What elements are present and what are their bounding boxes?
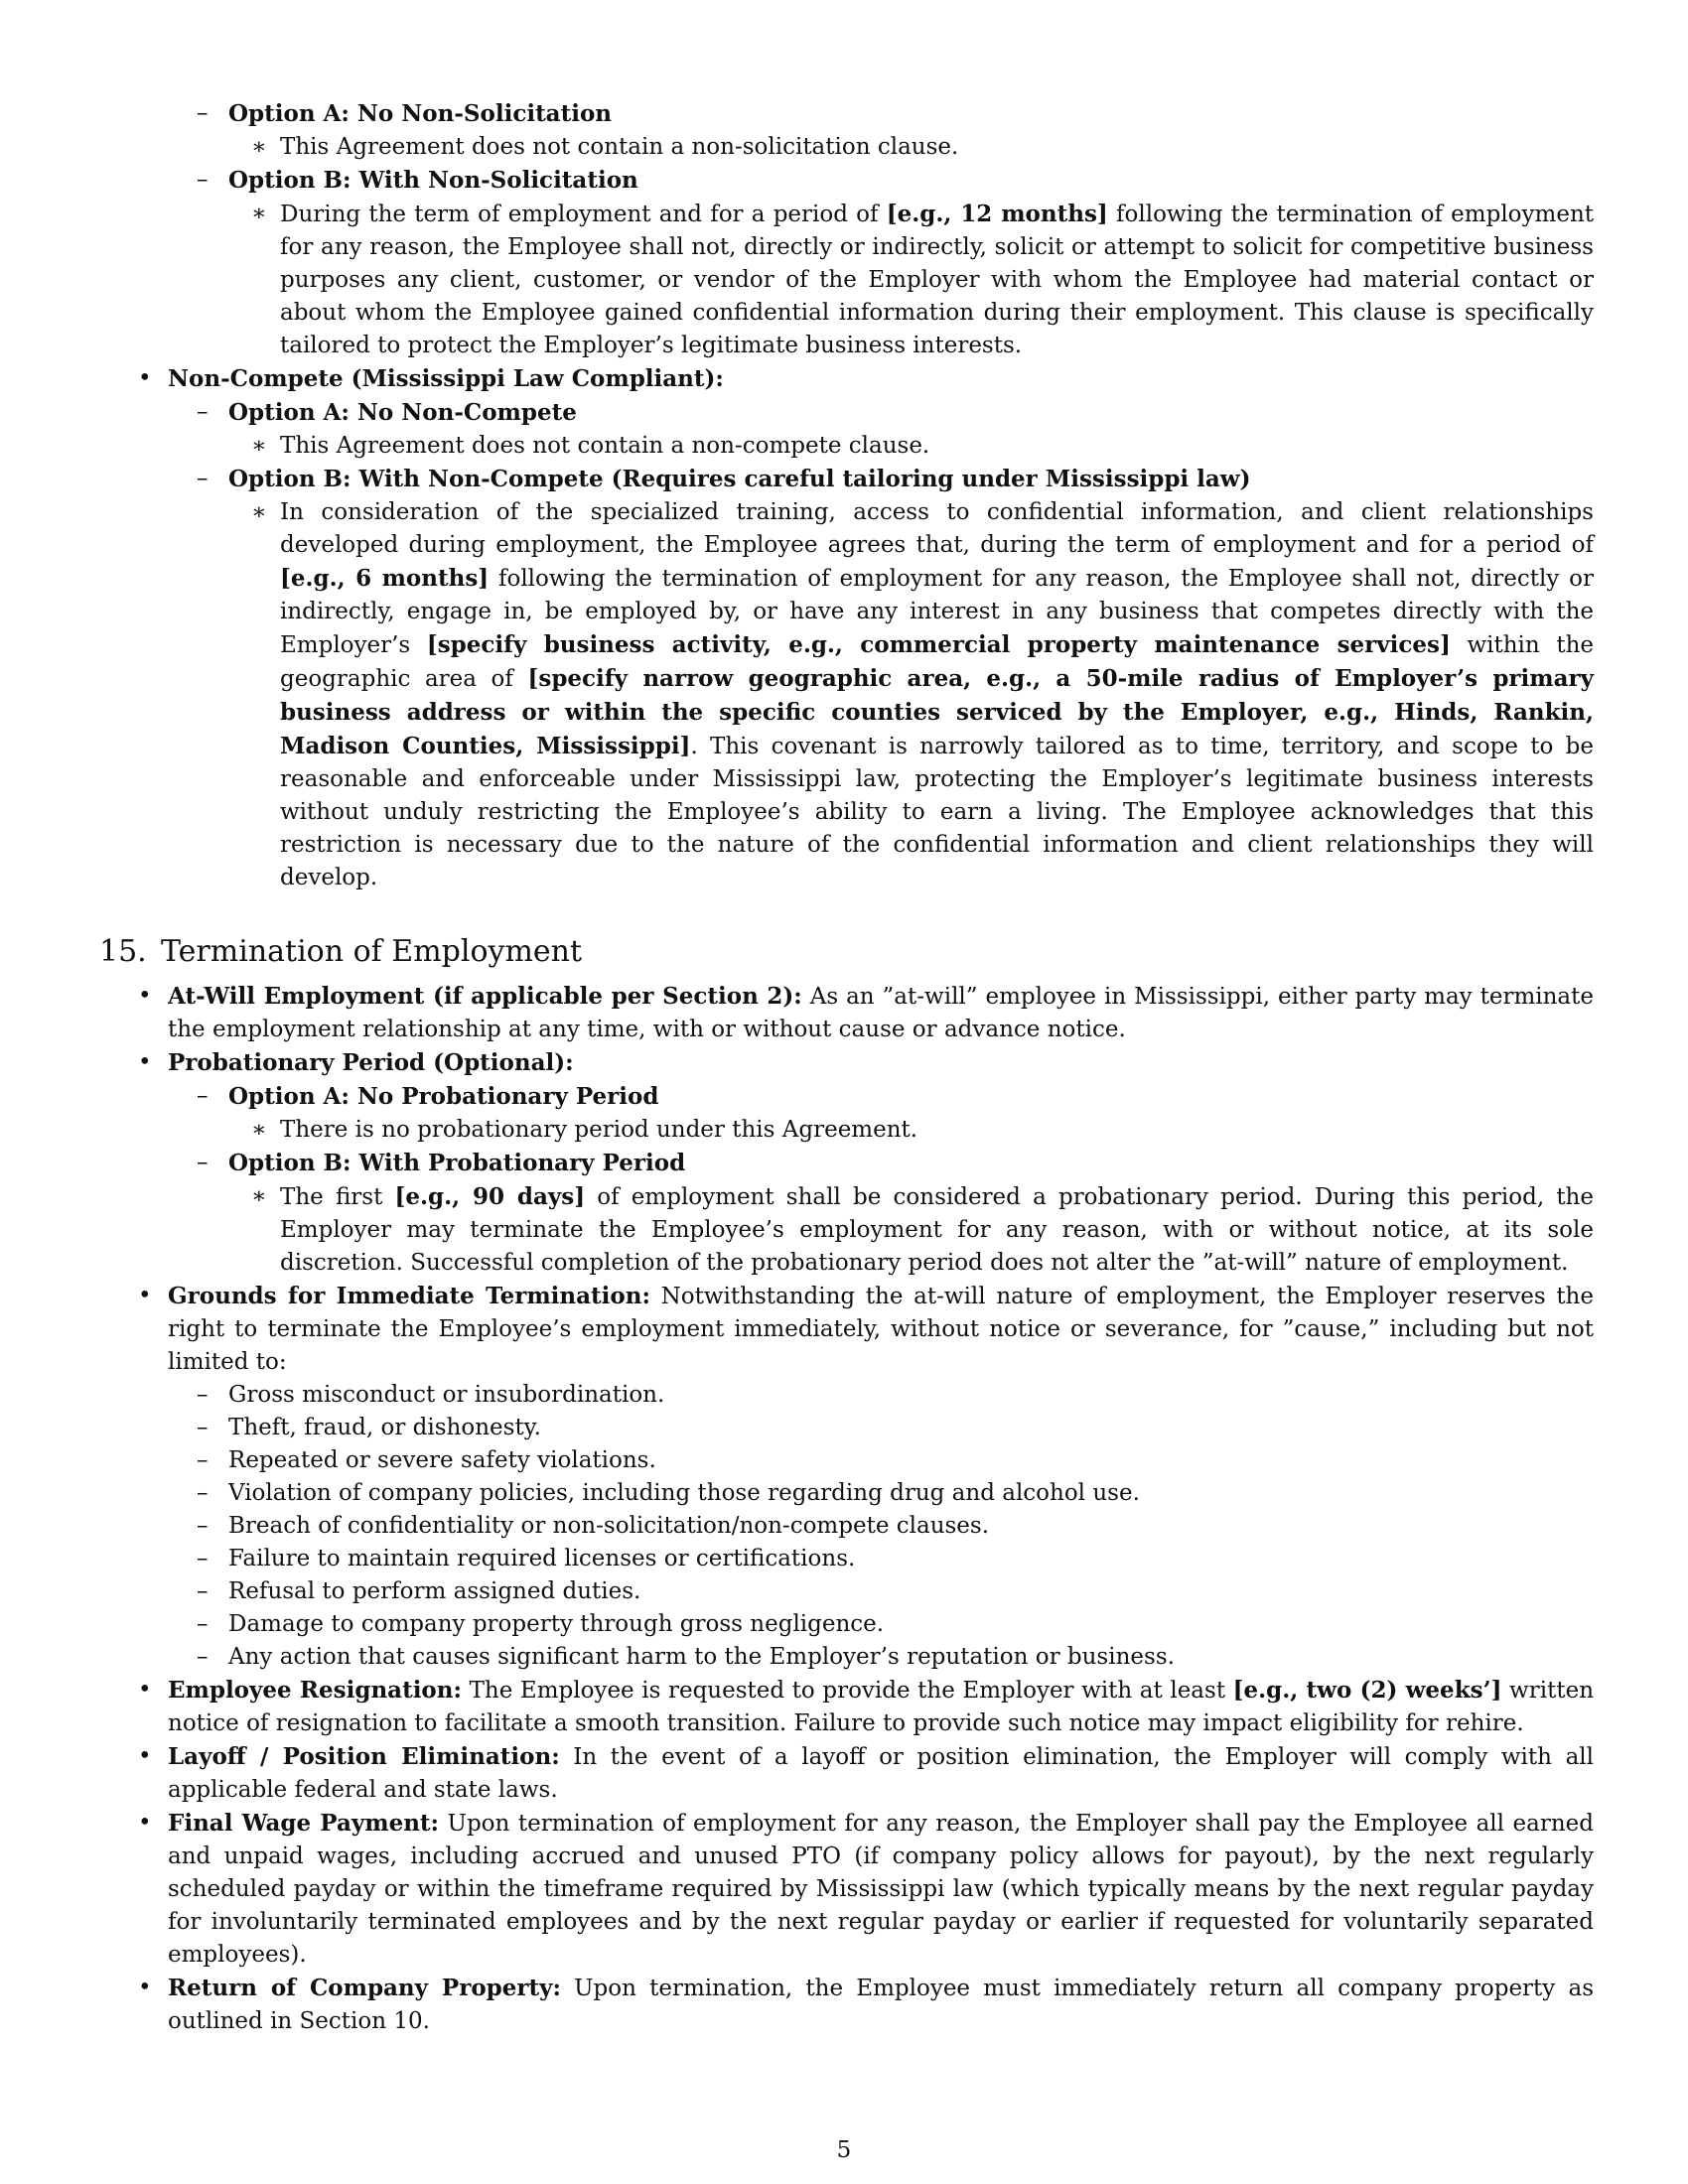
noncompete-option-b bbox=[0, 463, 1594, 496]
section-number: 15. bbox=[99, 934, 147, 969]
probation-option-a: – Option A: No Probationary Period bbox=[0, 1080, 1594, 1114]
noncompete-option-b-text: ∗ In consideration of the specialized training, access to confidential information, and client relationships developed during employment, the Employee agrees that, during the term of employment and for a period of [e.g., 6 months] following the termination of employment for any reason, the Employee shall not, directly or indirectly, engage in, be employed by, or have any interest in any business that competes directly with the Employer’s [specify business activity, e.g., commercial property maintenance services] within the geographic area of [specify narrow geographic area, e.g., a 50-mile radius of Employer’s primary business address or within the specific counties serviced by the Employer, e.g., Hinds, Rankin, Madison Counties, Mississippi]. This covenant is narrowly tailored as to time, territory, and scope to be reasonable and enforceable under Mississippi law, protecting the Employer’s legitimate business interests without unduly restricting the Employee’s ability to earn a living. The Employee acknowledges that this restriction is necessary due to the nature of the confidential information and client relationships they will develop. bbox=[0, 496, 1594, 894]
nonsolicit-option-a-text: ∗ This Agreement does not contain a non-solicitation clause. bbox=[0, 131, 1594, 164]
grounds-list-item: – Damage to company property through gross negligence. bbox=[0, 1608, 1594, 1641]
option-title: Option B: With Non-Solicitation bbox=[228, 167, 638, 194]
noncompete-option-a-text: ∗ This Agreement does not contain a non-compete clause. bbox=[0, 430, 1594, 463]
probation-option-b-text: ∗ The first [e.g., 90 days] of employment shall be considered a probationary period. During this period, the Employer may terminate the Employee’s employment for any reason, with or without notice, at its sole discretion. Successful completion of the probationary period does not alter the ”at-will” nature of employment. bbox=[0, 1180, 1594, 1280]
probation-option-b: – Option B: With Probationary Period bbox=[0, 1147, 1594, 1180]
atwill-item: • At-Will Employment (if applicable per Section 2): As an ”at-will” employee in Mississippi, either party may terminate the employment relationship at any time, with or without cause or advance notice. bbox=[0, 980, 1594, 1046]
final-wage-item: • Final Wage Payment: Upon termination of employment for any reason, the Employer shall pay the Employee all earned and unpaid wages, including accrued and unused PTO (if company policy allows for payout), by the next regularly scheduled payday or within the timeframe required by Mississippi law (which typically means by the next regular payday for involuntarily terminated employees and by the next regular payday or earlier if requested for voluntarily separated employees). bbox=[0, 1807, 1594, 1972]
grounds-list-item: – Refusal to perform assigned duties. bbox=[0, 1575, 1594, 1608]
grounds-list-item: – Failure to maintain required licenses or certifications. bbox=[0, 1543, 1594, 1575]
resignation-item: • Employee Resignation: The Employee is requested to provide the Employer with at least [e.g., two (2) weeks’] written notice of resignation to facilitate a smooth transition. Failure to provide such notice may impact eligibility for rehire. bbox=[0, 1674, 1594, 1740]
grounds-list-item: – Gross misconduct or insubordination. bbox=[0, 1379, 1594, 1412]
noncompete-item bbox=[0, 362, 1594, 396]
nonsolicit-option-b-text: ∗ During the term of employment and for a period of [e.g., 12 months] following the termination of employment for any reason, the Employee shall not, directly or indirectly, solicit or attempt to solicit for competitive business purposes any client, customer, or vendor of the Employer with whom the Employee had material contact or about whom the Employee gained confidential information during their employment. This clause is specifically tailored to protect the Employer’s legitimate business interests. bbox=[0, 198, 1594, 362]
section-heading bbox=[0, 932, 1688, 972]
nonsolicit-option-a bbox=[0, 97, 1594, 131]
layoff-item: • Layoff / Position Elimination: In the event of a layoff or position elimination, the Employer will comply with all applicable federal and state laws. bbox=[0, 1740, 1594, 1807]
grounds-list-item: – Violation of company policies, including those regarding drug and alcohol use. bbox=[0, 1477, 1594, 1510]
option-title: Option A: No Non-Solicitation bbox=[228, 100, 613, 127]
probation-item: • Probationary Period (Optional): bbox=[0, 1046, 1594, 1080]
document-body bbox=[0, 97, 1688, 2038]
grounds-list-item: – Any action that causes significant harm to the Employer’s reputation or business. bbox=[0, 1641, 1594, 1674]
option-title: Option A: No Non-Compete bbox=[228, 399, 577, 426]
nonsolicit-option-b bbox=[0, 164, 1594, 198]
grounds-list-item: – Repeated or severe safety violations. bbox=[0, 1444, 1594, 1477]
return-property-item: • Return of Company Property: Upon termination, the Employee must immediately return all company property as outlined in Section 10. bbox=[0, 1972, 1594, 2038]
grounds-list-item: – Breach of confidentiality or non-solicitation/non-compete clauses. bbox=[0, 1510, 1594, 1543]
grounds-list-item: – Theft, fraud, or dishonesty. bbox=[0, 1412, 1594, 1444]
grounds-item: • Grounds for Immediate Termination: Notwithstanding the at-will nature of employment, the Employer reserves the right to terminate the Employee’s employment immediately, without notice or severance, for ”cause,” including but not limited to: bbox=[0, 1280, 1594, 1379]
option-title: Option B: With Non-Compete (Requires careful tailoring under Mississippi law) bbox=[228, 466, 1251, 492]
page-number: 5 bbox=[836, 2137, 852, 2163]
probation-option-a-text: ∗ There is no probationary period under this Agreement. bbox=[0, 1114, 1594, 1147]
noncompete-title: Non-Compete (Mississippi Law Compliant): bbox=[168, 365, 724, 392]
noncompete-option-a bbox=[0, 396, 1594, 430]
section-title: Termination of Employment bbox=[161, 934, 583, 969]
